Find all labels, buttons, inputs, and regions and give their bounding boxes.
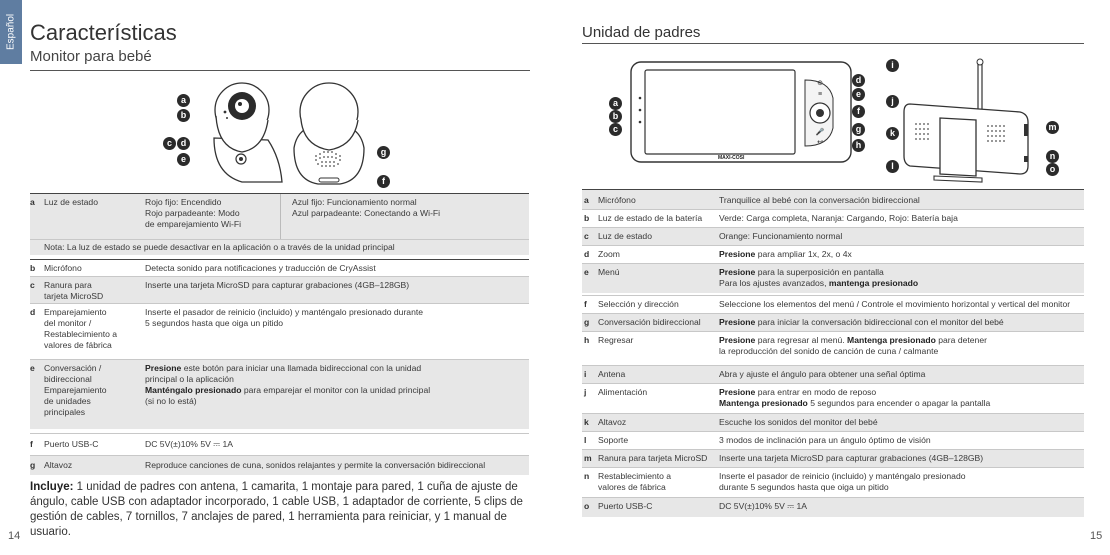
- row-name: Micrófono: [598, 195, 636, 205]
- callout-m: m: [1046, 121, 1059, 134]
- callout-g: g: [852, 123, 865, 136]
- row-letter: a: [584, 195, 589, 205]
- row-desc: Escuche los sonidos del monitor del bebé: [719, 417, 878, 427]
- row-letter: g: [30, 460, 36, 470]
- row-letter: d: [30, 307, 36, 317]
- row-letter: l: [584, 435, 587, 445]
- row-name: Conversación / bidireccional Emparejamiento de unidades principales: [44, 363, 107, 417]
- title-rule: [582, 43, 1084, 44]
- table-row: [582, 331, 1084, 361]
- row-desc: DC 5V(±)10% 5V ⎓ 1A: [719, 501, 807, 511]
- row-name: Soporte: [598, 435, 629, 445]
- row-letter: e: [30, 363, 35, 373]
- row-name: Altavoz: [44, 460, 73, 470]
- row-letter: d: [584, 249, 590, 259]
- row-letter: h: [584, 335, 590, 345]
- callout-k: k: [886, 127, 899, 140]
- callout-n: n: [1046, 150, 1059, 163]
- callout-d: d: [177, 137, 190, 150]
- row-desc: Verde: Carga completa, Naranja: Cargando, Rojo: Batería baja: [719, 213, 958, 223]
- row-name: Menú: [598, 267, 620, 277]
- row-name: Micrófono: [44, 263, 82, 273]
- row-letter: m: [584, 453, 592, 463]
- table-row: [582, 383, 1084, 413]
- callout-f: f: [852, 105, 865, 118]
- table-row: [582, 263, 1084, 293]
- callout-e: e: [177, 153, 190, 166]
- row-name: Emparejamiento del monitor / Restablecimiento a valores de fábrica: [44, 307, 118, 350]
- row-name: Zoom: [598, 249, 620, 259]
- table-row: [582, 189, 1084, 209]
- row-desc: Tranquilice al bebé con la conversación bidireccional: [719, 195, 920, 205]
- row-letter: a: [30, 197, 35, 207]
- table-row: [582, 209, 1084, 227]
- row-desc: Inserte el pasador de reinicio (incluido) y manténgalo presionado durante 5 segundos hasta que oiga un pitido: [719, 471, 966, 492]
- page-title: Características: [30, 20, 177, 45]
- table-row: [30, 259, 529, 276]
- callout-o: o: [1046, 163, 1059, 176]
- row-desc: Presione este botón para iniciar una llamada bidireccional con la unidad principal o la aplicación Manténgalo presionado para emparejar el monitor con la unidad principal (si no lo está): [145, 363, 431, 406]
- row-letter: c: [584, 231, 589, 241]
- table-row: [582, 497, 1084, 517]
- row-name: Conversación bidireccional: [598, 317, 701, 327]
- row-name: Regresar: [598, 335, 634, 345]
- page-number: 15: [1090, 530, 1103, 542]
- row-name: Luz de estado de la batería: [598, 213, 703, 223]
- row-letter: j: [584, 387, 587, 397]
- baby-camera-illustration: [170, 78, 410, 190]
- callout-g: g: [377, 146, 390, 159]
- status-light-note: Nota: La luz de estado se puede desactivar en la aplicación o a través de la unidad principal: [44, 242, 395, 252]
- row-desc: Inserte una tarjeta MicroSD para capturar grabaciones (4GB–128GB): [145, 280, 410, 290]
- callout-i: i: [886, 59, 899, 72]
- callout-a: a: [609, 97, 622, 110]
- title-rule: [30, 70, 530, 71]
- row-letter: b: [30, 263, 36, 273]
- row-desc: Abra y ajuste el ángulo para obtener una señal óptima: [719, 369, 926, 379]
- row-desc: Inserte una tarjeta MicroSD para capturar grabaciones (4GB–128GB): [719, 453, 984, 463]
- row-desc: DC 5V(±)10% 5V ⎓ 1A: [145, 439, 233, 449]
- row-letter: o: [584, 501, 590, 511]
- callout-d: d: [852, 74, 865, 87]
- callout-b: b: [177, 109, 190, 122]
- row-letter: c: [30, 280, 35, 290]
- callout-e: e: [852, 88, 865, 101]
- row-desc-2: Azul fijo: Funcionamiento normal Azul parpadeante: Conectando a Wi-Fi: [292, 197, 441, 218]
- parent-unit-side-illustration: [878, 56, 1048, 188]
- callout-c: c: [609, 123, 622, 136]
- brand-logo: MAXI-COSI: [718, 155, 745, 161]
- row-desc: Rojo fijo: Encendido Rojo parpadeante: Modo de emparejamiento Wi-Fi: [145, 197, 241, 229]
- includes-label: Incluye:: [30, 481, 74, 493]
- row-letter: i: [584, 369, 587, 379]
- table-row: [30, 359, 529, 429]
- parent-unit-table: [582, 189, 1084, 517]
- row-desc: 3 modos de inclinación para un ángulo óptimo de visión: [719, 435, 931, 445]
- row-name: Restablecimiento a valores de fábrica: [598, 471, 672, 492]
- row-name: Alimentación: [598, 387, 648, 397]
- table-row: [30, 455, 529, 475]
- row-name: Puerto USB-C: [44, 439, 99, 449]
- callout-h: h: [852, 139, 865, 152]
- page-subtitle: Monitor para bebé: [30, 48, 152, 65]
- svg-text:⊕: ⊕: [817, 80, 823, 87]
- row-letter: f: [30, 439, 33, 449]
- camera-back-drawing: [294, 83, 364, 184]
- table-row: [30, 433, 529, 455]
- left-page: [0, 0, 550, 555]
- parent-unit-front-illustration: [615, 58, 865, 168]
- includes-text: 1 unidad de padres con antena, 1 camarita, 1 montaje para pared, 1 cuña de ajuste de ángulo, cable USB con adaptador incorporado, 1 cable USB, 1 adaptador de corriente, 5 clips de gestión de cables, 7 tornillos, 7 anclajes de pared, 1 herramienta para reiniciar, y 1 manual de usuario.: [30, 481, 523, 538]
- row-desc: Inserte el pasador de reinicio (incluido) y manténgalo presionado durante 5 segundos hasta que oiga un pitido: [145, 307, 424, 328]
- callout-f: f: [377, 175, 390, 188]
- right-page: [560, 0, 1110, 555]
- svg-text:↩: ↩: [817, 139, 823, 146]
- row-desc: Seleccione los elementos del menú / Controle el movimiento horizontal y vertical del monitor: [719, 299, 1071, 309]
- table-row: [582, 245, 1084, 263]
- svg-text:🎤: 🎤: [815, 129, 825, 136]
- row-letter: e: [584, 267, 589, 277]
- table-row-note: [30, 239, 529, 255]
- row-name: Ranura para tarjeta MicroSD: [44, 280, 104, 301]
- callout-l: l: [886, 160, 899, 173]
- row-desc: Presione para entrar en modo de reposo Mantenga presionado 5 segundos para encender o apagar la pantalla: [719, 387, 991, 408]
- table-row: [582, 449, 1084, 467]
- package-contents: [30, 480, 535, 540]
- row-desc: Orange: Funcionamiento normal: [719, 231, 843, 241]
- callout-b: b: [609, 110, 622, 123]
- table-row: [582, 413, 1084, 431]
- table-row: [30, 303, 529, 359]
- features-table: [30, 193, 529, 475]
- page-title: Unidad de padres: [582, 24, 701, 41]
- row-letter: n: [584, 471, 590, 481]
- table-row: [30, 193, 529, 239]
- row-desc: Detecta sonido para notificaciones y traducción de CryAssist: [145, 263, 376, 273]
- row-desc: Presione para la superposición en pantalla Para los ajustes avanzados, mantenga presionado: [719, 267, 919, 288]
- page-number: 14: [8, 530, 21, 542]
- table-row: [582, 431, 1084, 449]
- row-desc: Presione para regresar al menú. Mantenga presionado para detener la reproducción del sonido de canción de cuna / calmante: [719, 335, 987, 356]
- callout-a: a: [177, 94, 190, 107]
- row-desc: Reproduce canciones de cuna, sonidos relajantes y permite la conversación bidireccional: [145, 460, 486, 470]
- language-tab: Español: [0, 0, 22, 64]
- row-name: Puerto USB-C: [598, 501, 653, 511]
- table-row: [582, 467, 1084, 497]
- row-letter: g: [584, 317, 590, 327]
- callout-j: j: [886, 95, 899, 108]
- row-name: Selección y dirección: [598, 299, 679, 309]
- svg-text:≡: ≡: [817, 91, 823, 98]
- row-desc: Presione para iniciar la conversación bidireccional con el monitor del bebé: [719, 317, 1004, 327]
- row-desc: Presione para ampliar 1x, 2x, o 4x: [719, 249, 852, 259]
- row-name: Luz de estado: [44, 197, 98, 207]
- table-row: [582, 227, 1084, 245]
- table-row: [582, 295, 1084, 313]
- row-name: Altavoz: [598, 417, 627, 427]
- table-row: [582, 365, 1084, 383]
- table-row: [582, 313, 1084, 331]
- row-name: Luz de estado: [598, 231, 652, 241]
- callout-c: c: [163, 137, 176, 150]
- row-name: Ranura para tarjeta MicroSD: [598, 453, 708, 463]
- camera-front-drawing: [214, 83, 282, 182]
- row-name: Antena: [598, 369, 626, 379]
- table-row: [30, 276, 529, 303]
- row-letter: b: [584, 213, 590, 223]
- row-letter: f: [584, 299, 587, 309]
- row-letter: k: [584, 417, 589, 427]
